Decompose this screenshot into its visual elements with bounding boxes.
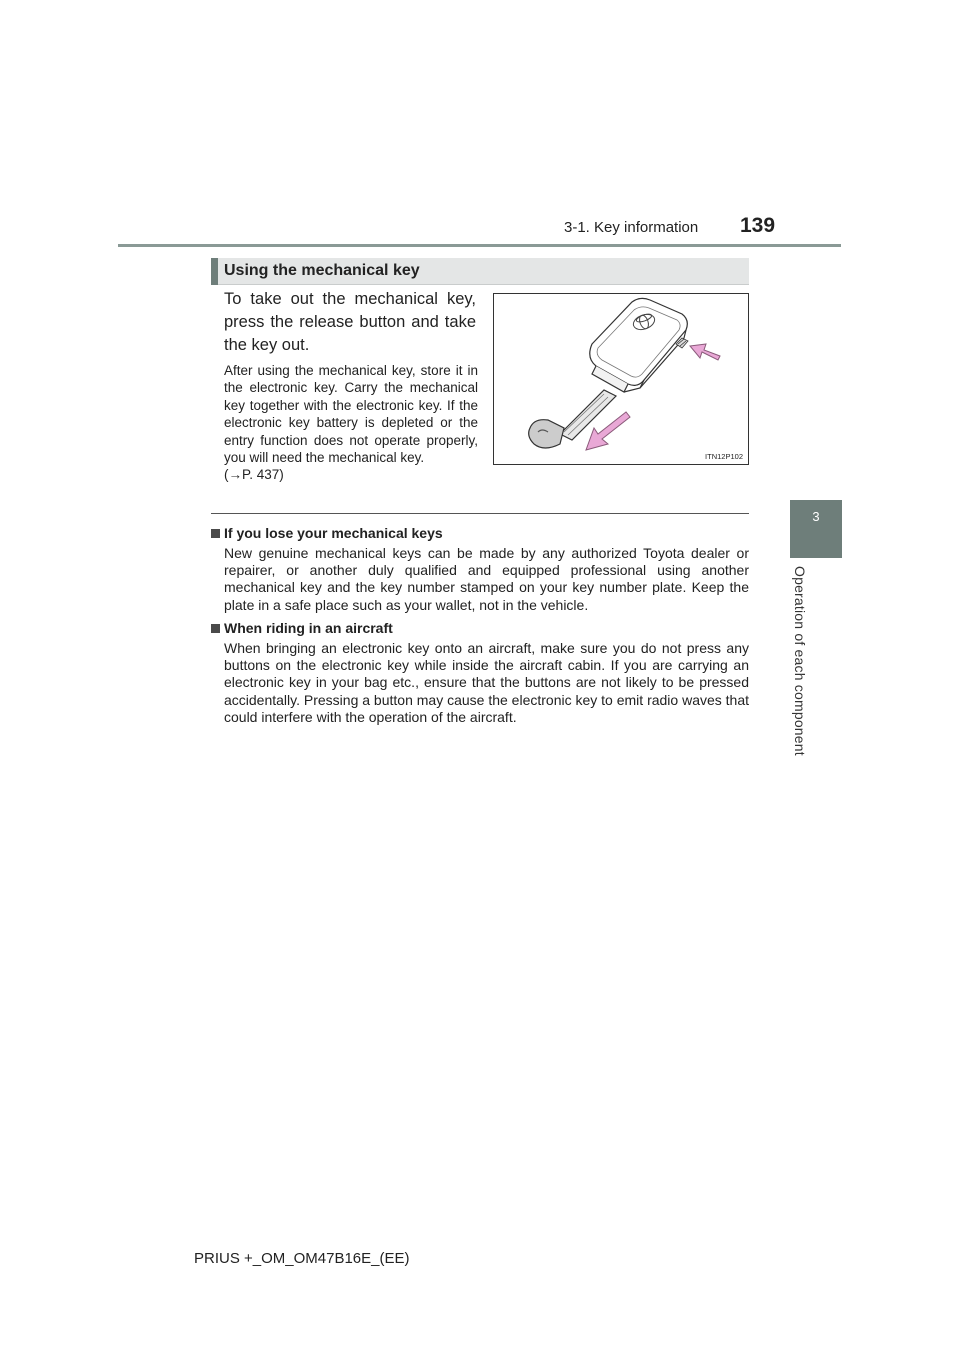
- item-body-lost-keys: New genuine mechanical keys can be made by any authorized Toyota dealer or repairer, or another duly qualified and equipped professional using another mechanical key and the key number stamped on your key number plate. Keep the plate in a safe place such as your wallet, not in the vehicle.: [224, 545, 749, 613]
- page-number: 139: [740, 214, 776, 237]
- page-reference: (→P. 437): [224, 467, 284, 483]
- item-heading-text: When riding in an aircraft: [224, 620, 393, 636]
- header-section-title: 3-1. Key information: [564, 219, 699, 236]
- note-body: After using the mechanical key, store it in the electronic key. Carry the mechanical key together with the electronic key. If the electronic key battery is depleted or the entry function does not operate properly, you will need the mechanical key.: [224, 363, 478, 466]
- item-heading-aircraft: [211, 620, 393, 636]
- instruction-text: To take out the mechanical key, press the release button and take the key out.: [224, 290, 476, 354]
- note-text: [224, 362, 478, 484]
- press-arrow-icon: [690, 344, 720, 360]
- section-heading-accent: [211, 258, 218, 285]
- section-title: Using the mechanical key: [224, 262, 420, 279]
- section-divider: [211, 513, 749, 514]
- figure-code: ITN12P102: [705, 452, 743, 461]
- square-bullet-icon: [211, 529, 220, 538]
- footer-doc-id: PRIUS +_OM_OM47B16E_(EE): [194, 1250, 410, 1267]
- item-body-aircraft: When bringing an electronic key onto an aircraft, make sure you do not press any buttons on the electronic key while inside the aircraft cabin. If you are carrying an electronic key in your bag etc., ensure that the buttons are not likely to be pressed accidentally. Pressing a button may cause the electronic key to emit radio waves that could interfere with the operation of the aircraft.: [224, 640, 750, 725]
- header-rule: [118, 244, 841, 247]
- item-heading-text: If you lose your mechanical keys: [224, 525, 443, 541]
- square-bullet-icon: [211, 624, 220, 633]
- mechanical-key-drawing: [494, 294, 748, 464]
- chapter-title: Operation of each component: [792, 566, 808, 756]
- key-illustration: [493, 293, 749, 465]
- electronic-key-fob: [590, 298, 688, 392]
- item-heading-lost-keys: [211, 525, 443, 541]
- chapter-number: 3: [812, 509, 820, 524]
